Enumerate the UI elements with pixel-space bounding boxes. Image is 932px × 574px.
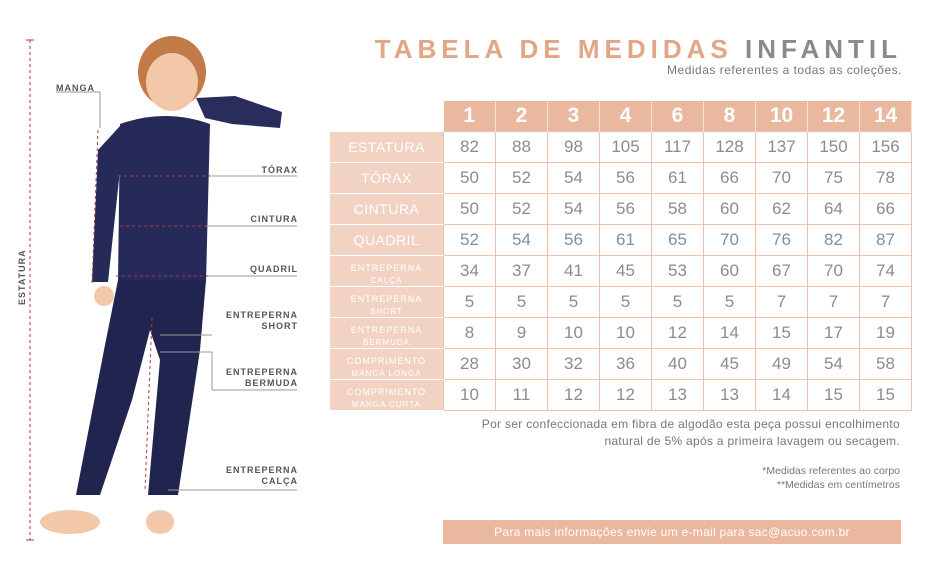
table-cell: 10 <box>444 380 496 411</box>
table-row <box>330 380 912 411</box>
table-cell: 60 <box>704 194 756 225</box>
table-row <box>330 318 912 349</box>
title-part1: TABELA DE MEDIDAS <box>374 34 733 64</box>
table-cell: 12 <box>652 318 704 349</box>
table-cell: 56 <box>548 225 600 256</box>
child-figure-area <box>0 0 320 569</box>
size-header-cell: 8 <box>704 101 756 132</box>
row-label-sub: MANGA LONGA <box>351 368 422 378</box>
table-cell: 45 <box>600 256 652 287</box>
table-cell: 61 <box>652 163 704 194</box>
row-label <box>330 318 444 349</box>
table-cell: 54 <box>548 163 600 194</box>
table-cell: 58 <box>652 194 704 225</box>
table-cell: 56 <box>600 194 652 225</box>
table-cell: 76 <box>756 225 808 256</box>
row-label <box>330 132 444 163</box>
table-cell: 150 <box>808 132 860 163</box>
row-label-main: ENTREPERNA <box>350 262 423 273</box>
table-cell: 15 <box>860 380 912 411</box>
table-cell: 53 <box>652 256 704 287</box>
table-cell: 54 <box>548 194 600 225</box>
entreperna-calca-label <box>210 465 298 487</box>
table-cell: 7 <box>756 287 808 318</box>
entreperna-bermuda-label <box>210 367 298 389</box>
table-cell: 12 <box>600 380 652 411</box>
entreperna-short-label <box>210 310 298 332</box>
table-cell: 10 <box>548 318 600 349</box>
size-header-cell: 14 <box>860 101 912 132</box>
table-cell: 49 <box>756 349 808 380</box>
size-header-cell: 12 <box>808 101 860 132</box>
row-label-sub: SHORT <box>370 306 403 316</box>
row-label-sub: CALÇA <box>370 275 403 285</box>
table-cell: 12 <box>548 380 600 411</box>
table-cell: 7 <box>808 287 860 318</box>
table-cell: 5 <box>704 287 756 318</box>
table-cell: 87 <box>860 225 912 256</box>
table-cell: 41 <box>548 256 600 287</box>
table-cell: 105 <box>600 132 652 163</box>
table-row <box>330 194 912 225</box>
entreperna-bermuda-line1: ENTREPERNA <box>225 367 298 377</box>
table-row <box>330 256 912 287</box>
page-subtitle: Medidas referentes a todas as coleções. <box>667 63 902 77</box>
table-cell: 70 <box>756 163 808 194</box>
row-label-main: COMPRIMENTO <box>346 355 427 366</box>
table-cell: 10 <box>600 318 652 349</box>
table-cell: 8 <box>444 318 496 349</box>
row-label <box>330 380 444 411</box>
size-header-row <box>330 101 912 132</box>
manga-label: MANGA <box>56 83 95 93</box>
table-cell: 40 <box>652 349 704 380</box>
table-cell: 128 <box>704 132 756 163</box>
table-row <box>330 132 912 163</box>
table-cell: 52 <box>444 225 496 256</box>
row-label <box>330 225 444 256</box>
row-label <box>330 163 444 194</box>
table-cell: 82 <box>808 225 860 256</box>
footnote-body-measure: *Medidas referentes ao corpo <box>762 465 900 477</box>
table-cell: 9 <box>496 318 548 349</box>
row-label-main: CINTURA <box>353 201 420 217</box>
size-header-cell: 4 <box>600 101 652 132</box>
table-cell: 50 <box>444 194 496 225</box>
size-table-body <box>330 132 912 411</box>
table-cell: 45 <box>704 349 756 380</box>
entreperna-short-line2: SHORT <box>261 321 298 331</box>
table-cell: 82 <box>444 132 496 163</box>
title-part2: INFANTIL <box>745 34 902 64</box>
table-cell: 5 <box>652 287 704 318</box>
size-header-cell: 2 <box>496 101 548 132</box>
table-cell: 64 <box>808 194 860 225</box>
table-cell: 5 <box>548 287 600 318</box>
size-table <box>330 101 912 411</box>
shrinkage-note: Por ser confeccionada em fibra de algodão esta peça possui encolhimento natural de 5% após a primeira lavagem ou secagem. <box>481 417 900 448</box>
table-row <box>330 163 912 194</box>
table-cell: 137 <box>756 132 808 163</box>
table-cell: 19 <box>860 318 912 349</box>
table-cell: 60 <box>704 256 756 287</box>
size-header-cell: 3 <box>548 101 600 132</box>
table-cell: 14 <box>756 380 808 411</box>
estatura-label: ESTATURA <box>17 249 27 305</box>
table-cell: 52 <box>496 163 548 194</box>
table-cell: 75 <box>808 163 860 194</box>
table-cell: 70 <box>704 225 756 256</box>
row-label-main: TÓRAX <box>361 170 412 186</box>
table-cell: 5 <box>444 287 496 318</box>
size-header-cell: 6 <box>652 101 704 132</box>
torax-label: TÓRAX <box>261 165 298 175</box>
table-cell: 11 <box>496 380 548 411</box>
page-title <box>375 34 902 65</box>
table-cell: 15 <box>808 380 860 411</box>
row-label-main: COMPRIMENTO <box>346 386 427 397</box>
table-cell: 54 <box>496 225 548 256</box>
table-cell: 37 <box>496 256 548 287</box>
table-cell: 28 <box>444 349 496 380</box>
table-cell: 156 <box>860 132 912 163</box>
entreperna-short-line1: ENTREPERNA <box>225 310 298 320</box>
table-cell: 7 <box>860 287 912 318</box>
footnotes <box>762 464 900 492</box>
row-label <box>330 287 444 318</box>
footnote-centimeters: **Medidas em centímetros <box>776 479 900 491</box>
contact-email-link[interactable]: sac@acuo.com.br <box>748 525 850 539</box>
row-label <box>330 349 444 380</box>
cintura-label: CINTURA <box>250 214 298 224</box>
table-cell: 62 <box>756 194 808 225</box>
table-cell: 56 <box>600 163 652 194</box>
table-cell: 32 <box>548 349 600 380</box>
table-cell: 67 <box>756 256 808 287</box>
table-cell: 70 <box>808 256 860 287</box>
table-row <box>330 349 912 380</box>
table-cell: 74 <box>860 256 912 287</box>
row-label-main: QUADRIL <box>353 232 420 248</box>
contact-text: Para mais informações envie um e-mail para <box>494 525 745 539</box>
table-cell: 5 <box>496 287 548 318</box>
table-cell: 58 <box>860 349 912 380</box>
table-row <box>330 287 912 318</box>
row-label-main: ENTREPERNA <box>350 293 423 304</box>
table-cell: 117 <box>652 132 704 163</box>
table-cell: 13 <box>652 380 704 411</box>
table-cell: 34 <box>444 256 496 287</box>
entreperna-calca-line1: ENTREPERNA <box>225 465 298 475</box>
table-cell: 13 <box>704 380 756 411</box>
row-label-main: ENTREPERNA <box>350 324 423 335</box>
entreperna-bermuda-line2: BERMUDA <box>245 378 298 388</box>
table-cell: 65 <box>652 225 704 256</box>
row-label <box>330 256 444 287</box>
table-cell: 54 <box>808 349 860 380</box>
table-cell: 30 <box>496 349 548 380</box>
size-header-cell: 1 <box>444 101 496 132</box>
row-label <box>330 194 444 225</box>
contact-banner <box>443 520 901 544</box>
table-cell: 78 <box>860 163 912 194</box>
table-cell: 14 <box>704 318 756 349</box>
table-cell: 5 <box>600 287 652 318</box>
table-cell: 15 <box>756 318 808 349</box>
table-cell: 66 <box>860 194 912 225</box>
table-cell: 88 <box>496 132 548 163</box>
table-cell: 36 <box>600 349 652 380</box>
table-cell: 50 <box>444 163 496 194</box>
row-label-sub: BERMUDA <box>362 337 410 347</box>
row-label-main: ESTATURA <box>348 138 425 155</box>
table-cell: 52 <box>496 194 548 225</box>
table-cell: 61 <box>600 225 652 256</box>
table-cell: 98 <box>548 132 600 163</box>
header-blank-cell <box>330 101 444 132</box>
size-header-cell: 10 <box>756 101 808 132</box>
table-cell: 17 <box>808 318 860 349</box>
entreperna-calca-line2: CALÇA <box>261 476 298 486</box>
row-label-sub: MANGA CURTA <box>352 399 421 409</box>
table-row <box>330 225 912 256</box>
quadril-label: QUADRIL <box>250 264 298 274</box>
table-cell: 66 <box>704 163 756 194</box>
